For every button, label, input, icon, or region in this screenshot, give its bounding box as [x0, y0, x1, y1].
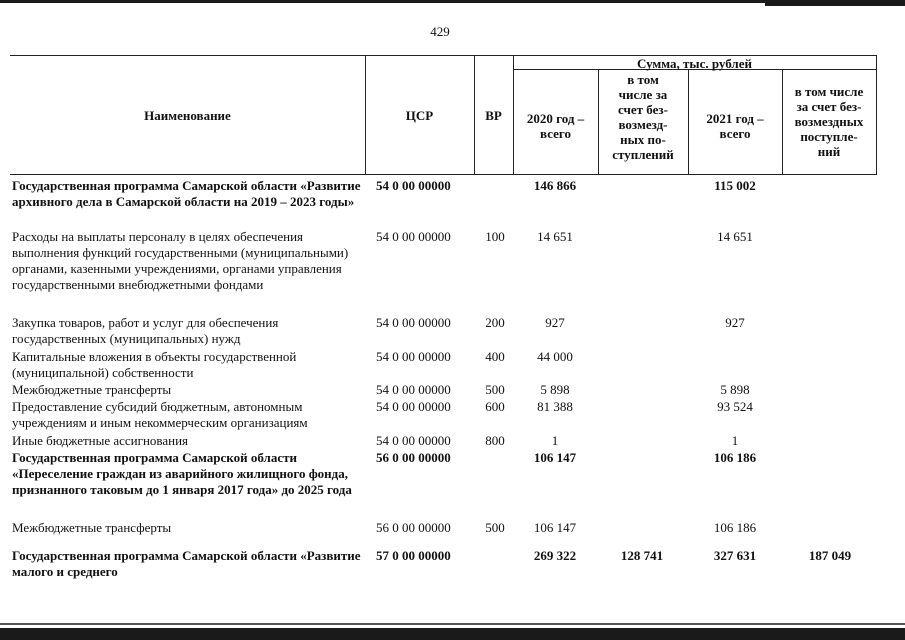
header-sum: Сумма, тыс. рублей [637, 56, 752, 71]
row-vr: 100 [485, 229, 505, 244]
row-name-program-54: Государственная программа Самарской области «Развитие архивного дела в Самарской области на 2019 – 2023 годы» [12, 178, 361, 209]
row-csr: 54 0 00 00000 [376, 399, 451, 414]
row-free-2021: 187 049 [808, 548, 852, 563]
header-bottom-rule [10, 174, 877, 175]
row-sum-2021: 115 002 [714, 178, 756, 193]
row-vr: 500 [485, 382, 505, 397]
row-free-2020: 128 741 [620, 548, 664, 563]
row-sum-2021: 14 651 [717, 229, 753, 244]
row-csr: 56 0 00 00000 [376, 450, 451, 465]
header-csr: ЦСР [405, 108, 434, 123]
header-2020-total: 2020 год – всего [526, 111, 585, 141]
row-name-interbudget: Межбюджетные трансферты [12, 520, 172, 535]
row-sum-2021: 93 524 [717, 399, 753, 414]
row-name-procurement: Закупка товаров, работ и услуг для обеспечения государственных (муниципальных) нужд [12, 315, 279, 346]
row-sum-2021: 5 898 [720, 382, 750, 397]
row-sum-2021: 106 186 [713, 520, 757, 535]
row-sum-2020: 5 898 [540, 382, 570, 397]
header-name: Наименование [144, 108, 231, 123]
row-vr: 500 [485, 520, 505, 535]
row-vr: 800 [485, 433, 505, 448]
row-sum-2020: 14 651 [537, 229, 573, 244]
row-sum-2020: 146 866 [533, 178, 577, 193]
row-name-subsidies: Предоставление субсидий бюджетным, автономным учреждениям и иным некоммерческим организациям [12, 399, 308, 430]
row-sum-2020: 106 147 [533, 450, 577, 465]
row-name-capital-investment: Капитальные вложения в объекты государственной (муниципальной) собственности [12, 349, 297, 380]
row-csr: 54 0 00 00000 [376, 315, 451, 330]
row-vr: 600 [485, 399, 505, 414]
row-name-program-57: Государственная программа Самарской области «Развитие малого и среднего [12, 548, 361, 579]
header-2020-free: в том числе за счет без- возмезд- ных по- ступлений [612, 72, 674, 162]
row-csr: 54 0 00 00000 [376, 433, 451, 448]
row-csr: 57 0 00 00000 [376, 548, 451, 563]
row-csr: 54 0 00 00000 [376, 178, 451, 193]
row-sum-2021: 927 [725, 315, 745, 330]
row-name-personnel: Расходы на выплаты персоналу в целях обеспечения выполнения функций государственными (муниципальными) органами, казенными учреждениями, органами управления государственными внебюджетными фондами [12, 229, 349, 292]
row-sum-2020: 81 388 [537, 399, 573, 414]
row-sum-2021: 327 631 [713, 548, 757, 563]
bottom-scan-line [0, 623, 905, 625]
page-number: 429 [430, 24, 450, 39]
header-2021-free: в том числе за счет без- возмездных поступле- ний [794, 84, 864, 159]
row-sum-2021: 1 [731, 433, 739, 448]
row-csr: 56 0 00 00000 [376, 520, 451, 535]
bottom-scan-border [0, 628, 905, 640]
row-name-program-56: Государственная программа Самарской области «Переселение граждан из аварийного жилищного фонда, признанного таковым до 1 января 2017 года» до 2025 года [12, 450, 352, 497]
row-csr: 54 0 00 00000 [376, 382, 451, 397]
row-name-interbudget: Межбюджетные трансферты [12, 382, 172, 397]
row-sum-2020: 44 000 [537, 349, 573, 364]
row-vr: 200 [485, 315, 505, 330]
row-sum-2020: 106 147 [533, 520, 577, 535]
row-csr: 54 0 00 00000 [376, 349, 451, 364]
row-csr: 54 0 00 00000 [376, 229, 451, 244]
top-scan-border-thick [765, 0, 905, 6]
row-sum-2020: 927 [545, 315, 565, 330]
row-sum-2021: 106 186 [713, 450, 757, 465]
header-right-edge [876, 55, 877, 174]
header-vr: ВР [485, 108, 502, 123]
row-vr: 400 [485, 349, 505, 364]
row-sum-2020: 269 322 [533, 548, 577, 563]
row-name-other-allocations: Иные бюджетные ассигнования [12, 433, 189, 448]
header-2021-total: 2021 год – всего [706, 111, 764, 141]
row-sum-2020: 1 [551, 433, 559, 448]
